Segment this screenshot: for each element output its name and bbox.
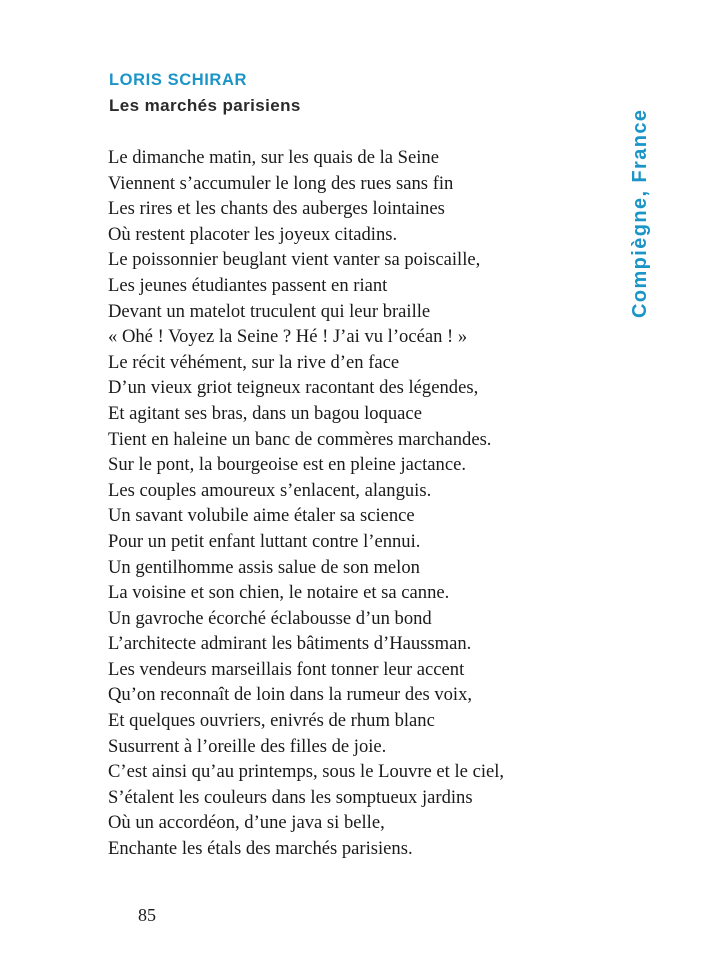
poem-line: Un gavroche écorché éclabousse d’un bond bbox=[108, 607, 432, 629]
author-name: LORIS SCHIRAR bbox=[109, 71, 247, 89]
poem-line: Pour un petit enfant luttant contre l’ennui. bbox=[108, 530, 421, 552]
location-text: Compiègne, France bbox=[629, 108, 651, 318]
poem-line: Enchante les étals des marchés parisiens. bbox=[108, 838, 413, 860]
poem-line: Un gentilhomme assis salue de son melon bbox=[108, 556, 420, 578]
page-number: 85 bbox=[138, 905, 156, 925]
poem-title: Les marchés parisiens bbox=[109, 96, 301, 115]
poem-line: S’étalent les couleurs dans les somptueux jardins bbox=[108, 786, 473, 808]
poem-line: Sur le pont, la bourgeoise est en pleine jactance. bbox=[108, 454, 466, 476]
poem-line: Le récit véhément, sur la rive d’en face bbox=[108, 351, 400, 373]
poem-line: Viennent s’accumuler le long des rues sans fin bbox=[108, 172, 454, 194]
poem-line: Et quelques ouvriers, enivrés de rhum blanc bbox=[108, 710, 435, 732]
poem-line: Qu’on reconnaît de loin dans la rumeur des voix, bbox=[108, 684, 473, 706]
poem-body bbox=[108, 145, 568, 862]
poem-line: C’est ainsi qu’au printemps, sous le Louvre et le ciel, bbox=[108, 761, 505, 783]
poem-line: D’un vieux griot teigneux racontant des légendes, bbox=[108, 377, 479, 399]
poem-line: Où restent placoter les joyeux citadins. bbox=[108, 223, 398, 245]
poem-line: Les jeunes étudiantes passent en riant bbox=[108, 274, 388, 296]
poem-line: Les couples amoureux s’enlacent, alanguis. bbox=[108, 479, 432, 501]
poem-line: Et agitant ses bras, dans un bagou loquace bbox=[108, 402, 422, 424]
poem-line: Devant un matelot truculent qui leur braille bbox=[108, 300, 431, 322]
location-label bbox=[625, 70, 655, 320]
poem-line: Le dimanche matin, sur les quais de la Seine bbox=[108, 147, 439, 168]
poem-line: Un savant volubile aime étaler sa science bbox=[108, 505, 415, 527]
poem-line: Susurrent à l’oreille des filles de joie. bbox=[108, 735, 387, 757]
poem-line: Les rires et les chants des auberges lointaines bbox=[108, 198, 445, 220]
poem-line: Le poissonnier beuglant vient vanter sa poiscaille, bbox=[108, 249, 481, 271]
poem-line: Les vendeurs marseillais font tonner leur accent bbox=[108, 658, 465, 680]
poem-line: La voisine et son chien, le notaire et sa canne. bbox=[108, 582, 450, 604]
poem-line: Où un accordéon, d’une java si belle, bbox=[108, 812, 385, 834]
poem-line: L’architecte admirant les bâtiments d’Haussman. bbox=[108, 633, 472, 655]
poem-line: « Ohé ! Voyez la Seine ? Hé ! J’ai vu l’océan ! » bbox=[108, 326, 468, 348]
poem-line: Tient en haleine un banc de commères marchandes. bbox=[108, 428, 492, 450]
